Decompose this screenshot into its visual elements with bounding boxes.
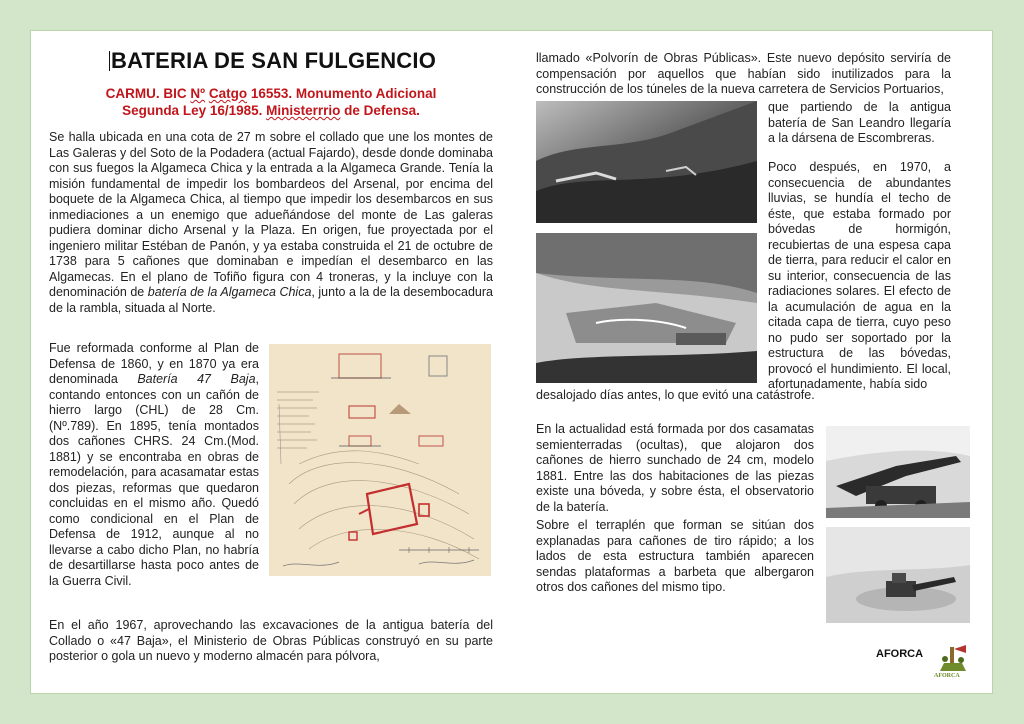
text-run-italic: batería de la Algameca Chica	[147, 285, 312, 299]
subtitle-segment: 16553. Monumento Adicional	[247, 86, 437, 101]
subtitle-segment: Segunda Ley 16/1985.	[122, 103, 267, 118]
cannon-photo-2	[826, 527, 970, 623]
paragraph-current: En la actualidad está formada por dos casamatas semienterradas (ocultas), que alojaron dos cañones de hierro sunchado de 24 cm, modelo 1881. Entre las dos habitaciones de las piezas existe una bóveda, y sobre ésta, el observatorio de la batería.	[536, 422, 814, 514]
subtitle-segment: Catgo	[208, 86, 248, 101]
subtitle-segment: Ministerrrio	[266, 103, 341, 118]
text-run: Fue reformada conforme al Plan de Defensa de 1860, y en 1870 ya era denominada	[49, 341, 259, 386]
text-run-italic: Batería 47 Baja	[137, 372, 256, 386]
paragraph-1970: Poco después, en 1970, a consecuencia de abundantes lluvias, se hundía el techo de éste, que estaba formado por bóvedas de hormigón, recubiertas de una espesa capa de tierra, para reducir el calor en su interior, consecuencia de las radiaciones solares. El efecto de la acumulación de agua en la citada capa de tierra, cuyo peso no pudo ser soportado por la estructura de las bóvedas, provocó el hundimiento. El local, afortunadamente, había sido	[768, 160, 951, 391]
subtitle-segment: Nº	[190, 86, 206, 101]
cannon-photo-1	[826, 426, 970, 518]
plan-drawing	[269, 344, 491, 576]
paragraph-polvorin: llamado «Polvorín de Obras Públicas». Este nuevo depósito serviría de compensación por aquellos que habían sido inutilizados para la construcción de los túneles de la nueva carretera de Servicios Portuarios,	[536, 51, 951, 96]
title-text: BATERIA DE SAN FULGENCIO	[111, 48, 437, 73]
excavation-photo-drawing	[536, 233, 757, 383]
text-run: Se halla ubicada en una cota de 27 m sobre el collado que une los montes de Las Galeras y del Soto de la Podadera (actual Fajardo), desde donde dominaba con sus fuegos la Algameca Chica y la entrada a la Algameca Grande. Tenía la misión fundamental de impedir los bombardeos del Arsenal, por encima del boquete de la Algameca Chica, al tiempo que impedir los desembarcos en sus inmediaciones a un enemigo que adueñándose del monte de Las galeras pudiera dominar dicho Arsenal y la Plaza. En origen, fue proyectada por el ingeniero militar Estéban de Panón, y ya estaba construida el 21 de octubre de 1738 para 5 cañones que dominaban e impedían el desembarco en las Algamecas. En el plano de Tofiño figura con 4 troneras, y la incluye con la denominación de	[49, 130, 493, 299]
paragraph-1970-end: desalojado días antes, lo que evitó una catástrofe.	[536, 388, 815, 402]
page-subtitle	[91, 85, 451, 119]
subtitle-segment: CARMU. BIC	[105, 86, 191, 101]
paragraph-reform	[49, 341, 259, 589]
paragraph-terraplen: Sobre el terraplén que forman se sitúan dos explanadas para cañones de tiro rápido; a los lados de esta estructura también aparecen sendas plataformas a barbeta que albergaron otros dos cañones del mismo tipo.	[536, 518, 814, 594]
text-cursor	[109, 51, 110, 71]
aforca-logo-caption: AFORCA	[934, 673, 960, 679]
cannon-photo-1-drawing	[826, 426, 970, 518]
historic-plan-image	[269, 344, 491, 576]
aforca-logo-icon	[936, 641, 970, 675]
text-run: , junto a la de la desembocadura de la rambla, situada al Norte.	[49, 285, 493, 315]
aerial-photo-hillside	[536, 101, 757, 223]
paragraph-polvorin-cont: que partiendo de la antigua batería de San Leandro llegaría a la dársena de Escombreras.	[768, 100, 951, 145]
subtitle-segment: de Defensa.	[340, 103, 420, 118]
paragraph-1967: En el año 1967, aprovechando las excavaciones de la antigua batería del Collado o «47 Baja», el Ministerio de Obras Públicas construyó en su parte posterior o gola un nuevo y moderno almacén para pólvora,	[49, 618, 493, 663]
aforca-logo-drawing	[936, 641, 970, 675]
text-run: , contando entonces con un cañón de hierro largo (CHL) de 28 Cm. (Nº.789). En 1895, tenía montados dos cañones CHRS. 24 Cm.(Mod. 1881) y se encontraba en obras de remodelación, para acasamatar estas dos piezas, reformas que quedaron concluidas en el mismo año. Quedó como condicional en el Plan de Defensa de 1912, aunque al no llevarse a cabo dicho Plan, no habría de desartillarse hasta poco antes de la Guerra Civil.	[49, 372, 260, 588]
excavation-photo	[536, 233, 757, 383]
aerial-photo-drawing	[536, 101, 757, 223]
aforca-label: AFORCA	[876, 648, 924, 660]
cannon-photo-2-drawing	[826, 527, 970, 623]
paragraph-location	[49, 130, 493, 316]
page-title	[109, 48, 436, 74]
document-page	[30, 30, 993, 694]
